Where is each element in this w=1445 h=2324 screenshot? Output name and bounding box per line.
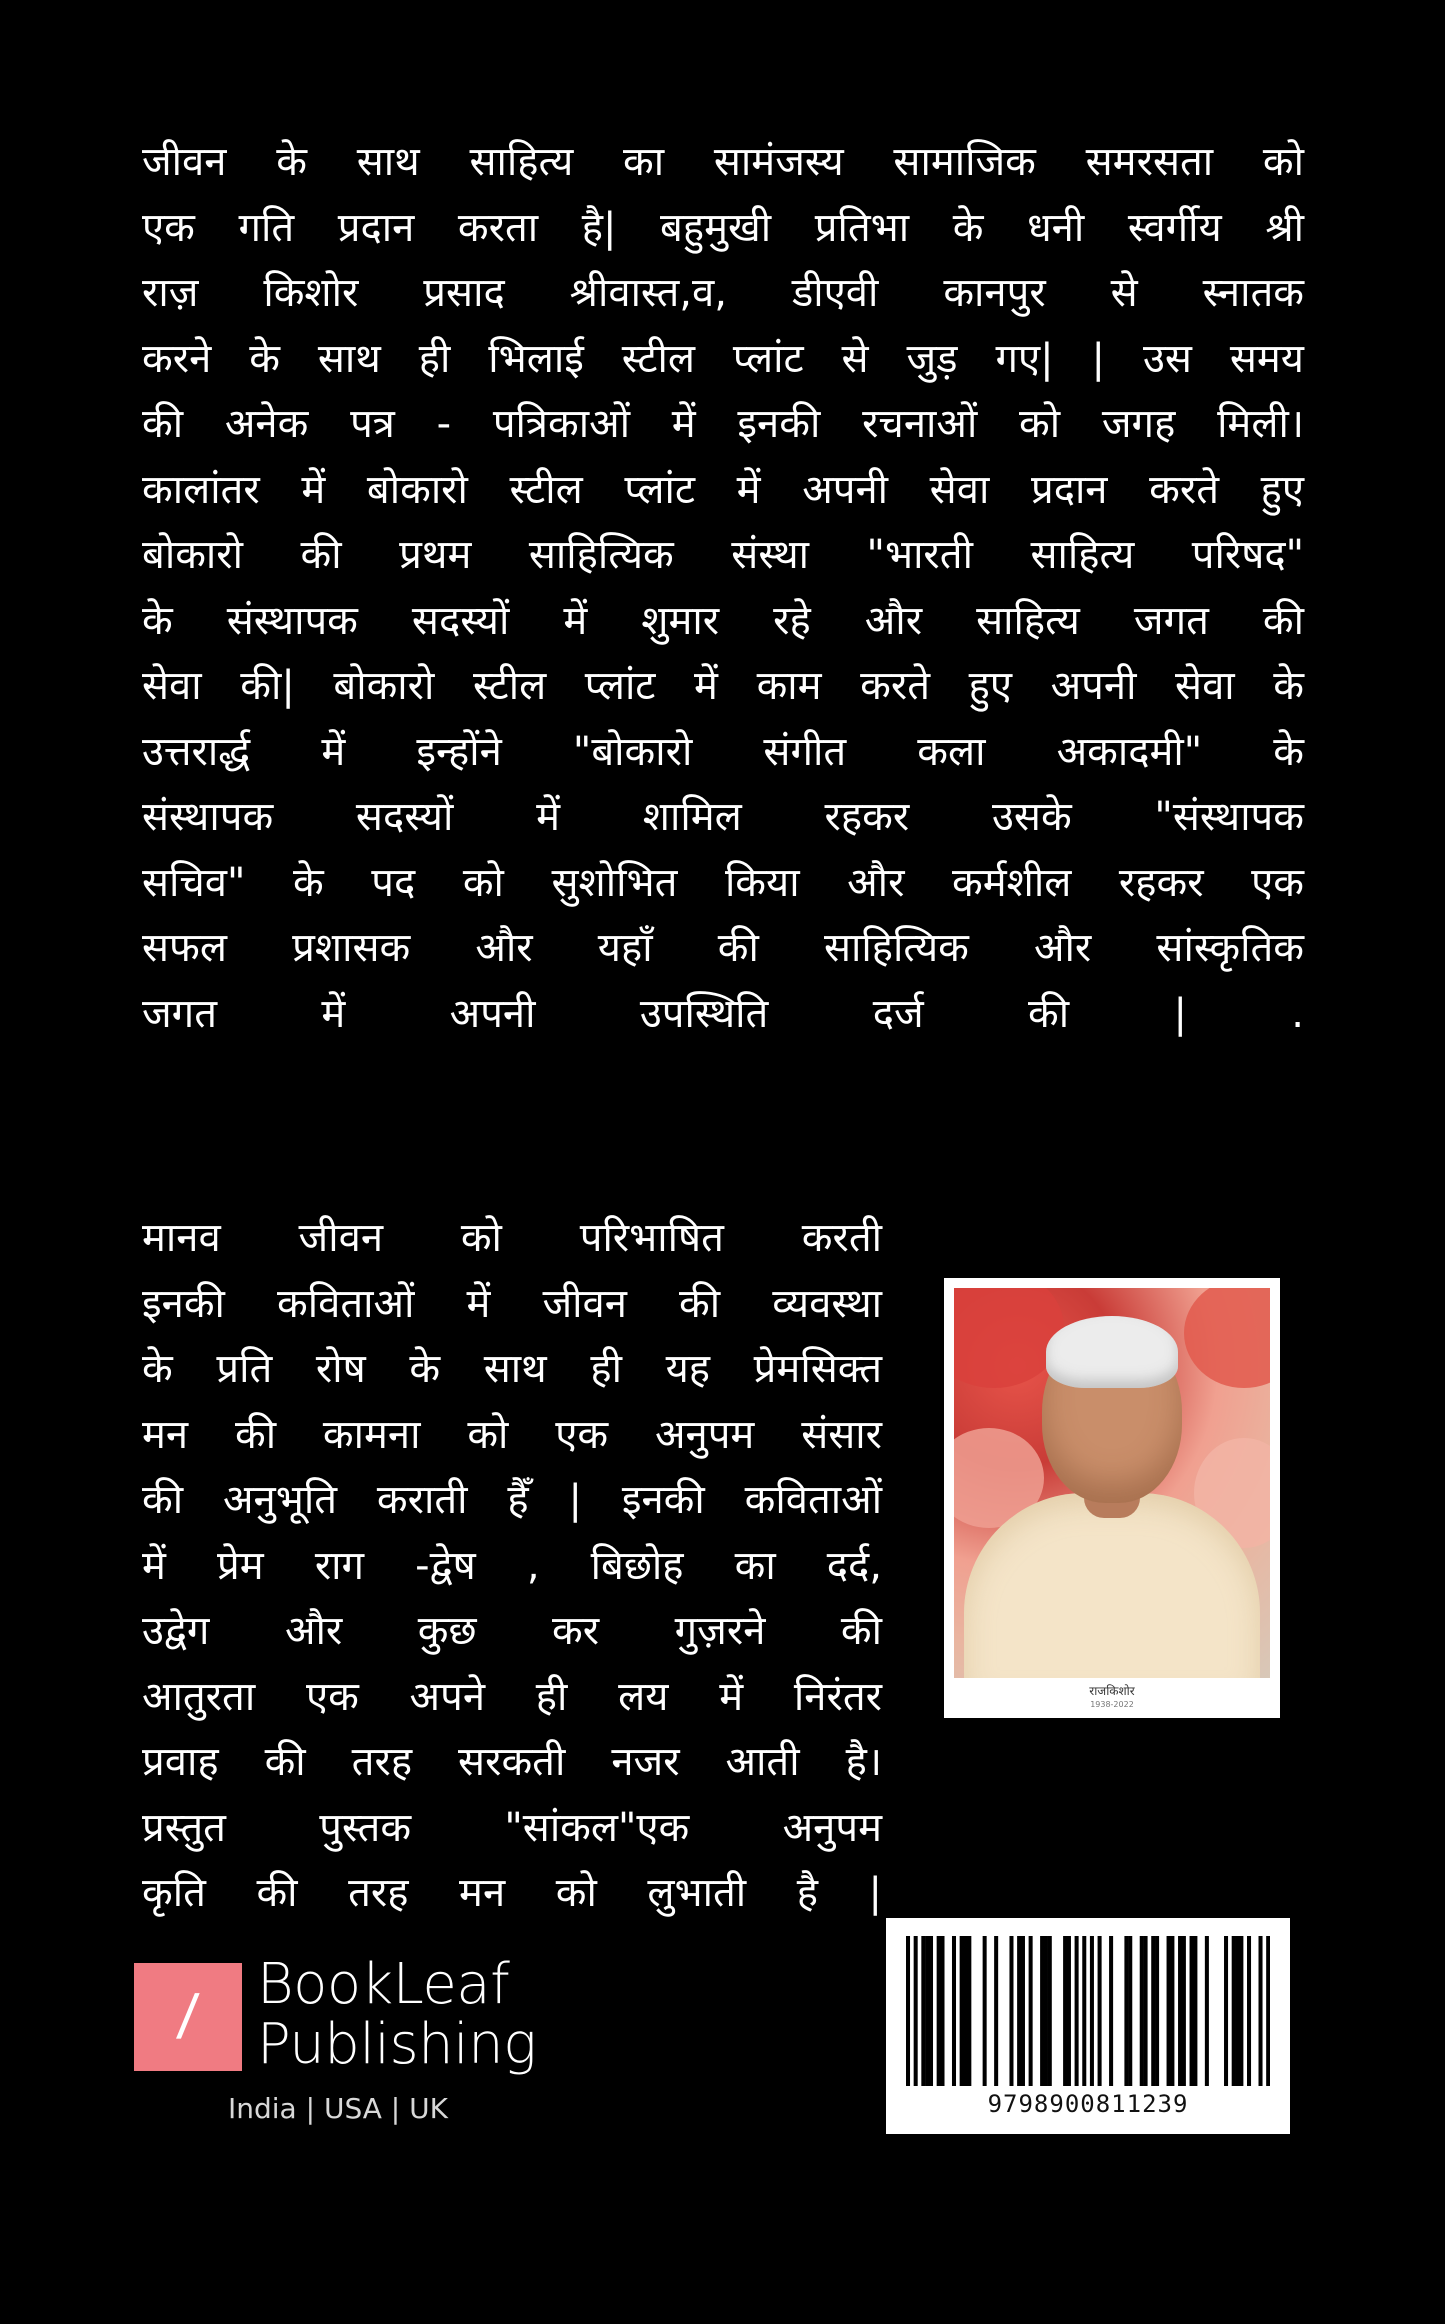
barcode-bar: [921, 1936, 925, 2086]
photo-caption-years: 1938-2022: [1090, 1700, 1134, 1709]
book-description-paragraph: [142, 1206, 882, 1927]
bio-line: बोकारो की प्रथम साहित्यिक संस्था "भारती साहित्य परिषद": [142, 532, 1304, 578]
barcode-bar: [994, 1936, 998, 2086]
photo-caption-name: राजकिशोर: [1089, 1684, 1135, 1698]
author-photo: [954, 1288, 1270, 1678]
bio-line: कालांतर में बोकारो स्टील प्लांट में अपनी सेवा प्रदान करते हुए: [142, 466, 1304, 513]
bio-line: सचिव" के पद को सुशोभित किया और कर्मशील रहकर एक: [142, 859, 1304, 906]
barcode-bar: [1259, 1936, 1263, 2086]
barcode-bar: [1021, 1936, 1025, 2086]
barcode-bar: [1029, 1936, 1033, 2086]
bio-line: सेवा की| बोकारो स्टील प्लांट में काम करते हुए अपनी सेवा के: [142, 663, 1304, 709]
barcode-bar: [1178, 1936, 1182, 2086]
bio-line: के संस्थापक सदस्यों में शुमार रहे और साहित्य जगत की: [142, 597, 1304, 644]
publisher-logo-icon: [134, 1963, 242, 2071]
description-line: आतुरता एक अपने ही लय में निरंतर: [142, 1673, 882, 1720]
barcode-bar: [1048, 1936, 1052, 2086]
description-line: इनकी कविताओं में जीवन की व्यवस्था: [142, 1280, 882, 1327]
barcode-bar: [1193, 1936, 1197, 2086]
author-hair: [1046, 1316, 1178, 1388]
barcode-bar: [1098, 1936, 1102, 2086]
author-kurta: [964, 1493, 1260, 1678]
barcode-bar: [960, 1936, 964, 2086]
barcode-bar: [1151, 1936, 1155, 2086]
barcode-bar: [1239, 1936, 1243, 2086]
barcode-bar: [1266, 1936, 1270, 2086]
barcode-bar: [1017, 1936, 1021, 2086]
barcode-bar: [940, 1936, 944, 2086]
barcode-bar: [1232, 1936, 1236, 2086]
bio-line: करने के साथ ही भिलाई स्टील प्लांट से जुड़ गए| | उस समय: [142, 335, 1304, 382]
barcode-bar: [1170, 1936, 1174, 2086]
photo-caption: [954, 1678, 1270, 1718]
barcode-bar: [1090, 1936, 1094, 2086]
barcode-bar: [1190, 1936, 1194, 2086]
description-line: प्रवाह की तरह सरकती नजर आती है।: [142, 1739, 882, 1785]
isbn-number: 9798900811239: [987, 2090, 1189, 2118]
barcode-bar: [1236, 1936, 1240, 2086]
barcode-bar: [1040, 1936, 1044, 2086]
bio-line: की अनेक पत्र - पत्रिकाओं में इनकी रचनाओं को जगह मिली।: [142, 401, 1304, 447]
barcode-bar: [952, 1936, 956, 2086]
bio-line: राज़ किशोर प्रसाद श्रीवास्त,व, डीएवी कानपुर से स्नातक: [142, 270, 1304, 316]
bio-line: एक गति प्रदान करता है| बहुमुखी प्रतिभा के धनी स्वर्गीय श्री: [142, 204, 1304, 251]
publisher-name-line2: Publishing: [257, 2012, 537, 2077]
barcode-bar: [1124, 1936, 1128, 2086]
barcode-bar: [1082, 1936, 1086, 2086]
barcode-bar: [1182, 1936, 1186, 2086]
barcode-bar: [937, 1936, 941, 2086]
bio-line: जगत में अपनी उपस्थिति दर्ज की | .: [142, 990, 1304, 1037]
barcode-bar: [929, 1936, 933, 2086]
barcode-bar: [963, 1936, 967, 2086]
barcode-bar: [1067, 1936, 1071, 2086]
bio-line: जीवन के साथ साहित्य का सामंजस्य सामाजिक समरसता को: [142, 139, 1304, 185]
description-line: उद्वेग और कुछ कर गुज़रने की: [142, 1608, 882, 1654]
description-line: मानव जीवन को परिभाषित करती: [142, 1215, 882, 1261]
description-line: की अनुभूति कराती हैँ | इनकी कविताओं: [142, 1477, 882, 1523]
description-line: मन की कामना को एक अनुपम संसार: [142, 1411, 882, 1458]
description-line: के प्रति रोष के साथ ही यह प्रेमसिक्त: [142, 1346, 882, 1392]
publisher-name: [257, 1952, 537, 2077]
barcode-bar: [1044, 1936, 1048, 2086]
barcode-bar: [1140, 1936, 1144, 2086]
publisher-name-line1: BookLeaf: [257, 1952, 510, 2017]
logo-slash-glyph: /: [174, 1982, 202, 2052]
barcode-bar: [983, 1936, 987, 2086]
barcode-bar: [914, 1936, 918, 2086]
barcode-bar: [1224, 1936, 1228, 2086]
description-line: में प्रेम राग -द्वेष , बिछोह का दर्द,: [142, 1542, 882, 1589]
barcode-bar: [1109, 1936, 1113, 2086]
publisher-regions: India | USA | UK: [228, 2092, 448, 2125]
barcode-icon: [906, 1936, 1270, 2086]
bio-line: उत्तरार्द्ध में इन्होंने "बोकारो संगीत कला अकादमी" के: [142, 728, 1304, 775]
barcode-bar: [1075, 1936, 1079, 2086]
barcode-bar: [1155, 1936, 1159, 2086]
description-line: कृति की तरह मन को लुभाती है |: [142, 1870, 882, 1916]
barcode-bar: [906, 1936, 910, 2086]
bio-line: संस्थापक सदस्यों में शामिल रहकर उसके "संस्थापक: [142, 794, 1304, 840]
barcode-bar: [1167, 1936, 1171, 2086]
barcode-bar: [967, 1936, 971, 2086]
barcode-bar: [1063, 1936, 1067, 2086]
description-line: प्रस्तुत पुस्तक "सांकल"एक अनुपम: [142, 1804, 882, 1851]
author-photo-frame: [944, 1278, 1280, 1718]
author-bio-paragraph: [142, 130, 1304, 1047]
bio-line: सफल प्रशासक और यहाँ की साहित्यिक और सांस्कृतिक: [142, 925, 1304, 971]
barcode-bar: [1144, 1936, 1148, 2086]
flower-decoration: [1184, 1288, 1270, 1388]
barcode-bar: [1247, 1936, 1251, 2086]
barcode-bar: [925, 1936, 929, 2086]
isbn-barcode: [886, 1918, 1290, 2134]
barcode-bar: [1009, 1936, 1013, 2086]
barcode-bar: [1128, 1936, 1132, 2086]
barcode-bar: [1205, 1936, 1209, 2086]
